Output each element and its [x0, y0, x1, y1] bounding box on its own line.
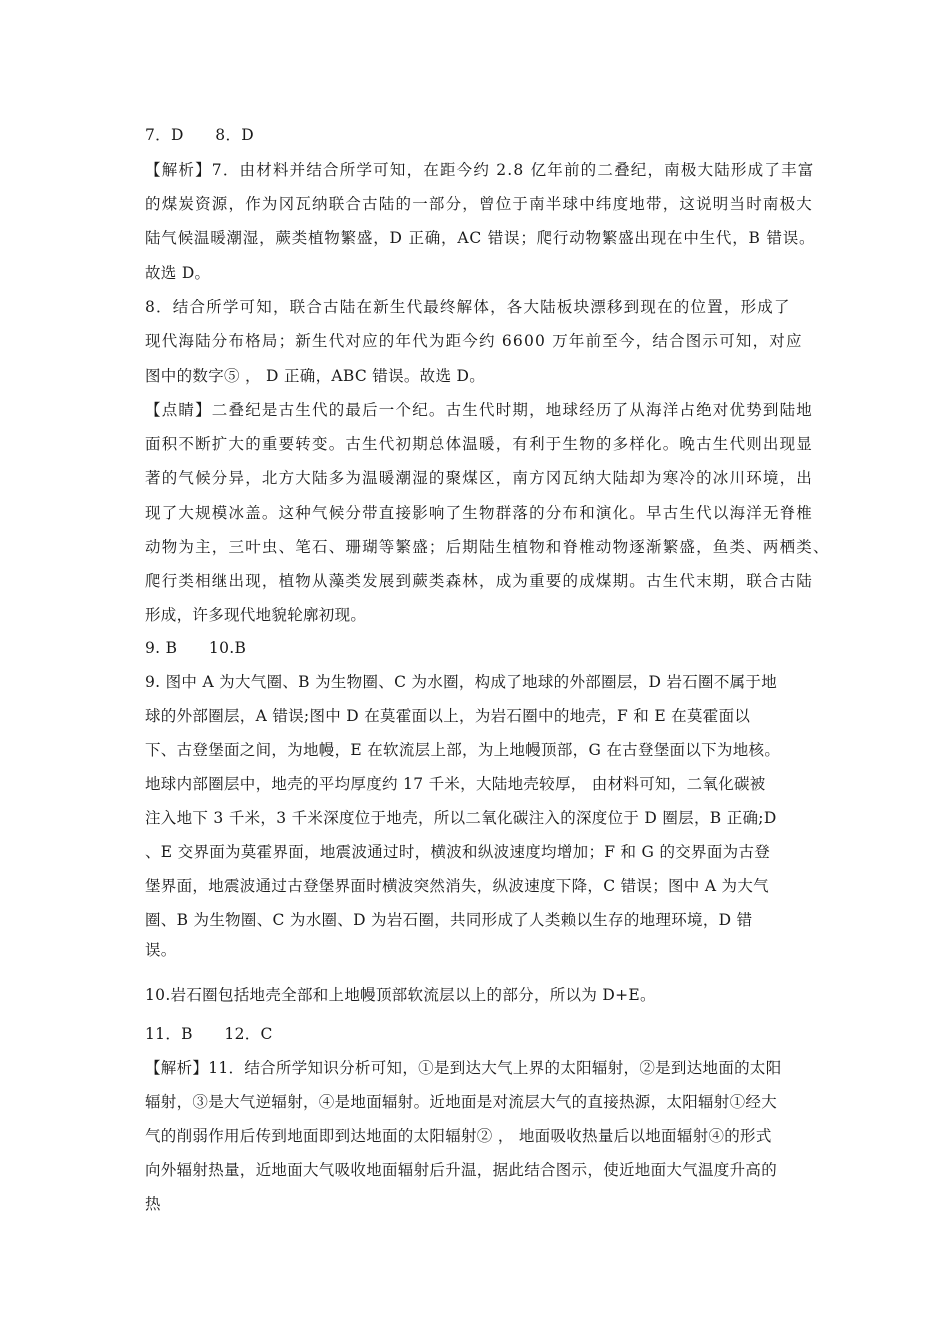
analysis-line: 的煤炭资源，作为冈瓦纳联合古陆的一部分，曾位于南半球中纬度地带，这说明当时南极大 — [145, 195, 814, 213]
analysis-line: 辐射，③是大气逆辐射，④是地面辐射。近地面是对流层大气的直接热源，太阳辐射①经大 — [145, 1093, 778, 1111]
key-point-line: 动物为主，三叶虫、笔石、珊瑚等繁盛；后期陆生植物和脊椎动物逐渐繁盛，鱼类、两栖类、 — [145, 538, 830, 556]
analysis-line: 、E 交界面为莫霍界面，地震波通过时，横波和纵波速度均增加；F 和 G 的交界面为古登 — [145, 843, 771, 861]
answer-line-9-10: 9. B 10.B — [145, 639, 247, 657]
key-point-line: 面积不断扩大的重要转变。古生代初期总体温暖，有利于生物的多样化。晚古生代则出现显 — [145, 435, 814, 453]
analysis-line: 8．结合所学可知，联合古陆在新生代最终解体，各大陆板块漂移到现在的位置，形成了 — [145, 298, 791, 316]
analysis-line: 图中的数字⑤ ， D 正确，ABC 错误。故选 D。 — [145, 367, 486, 385]
analysis-line: 【解析】11．结合所学知识分析可知，①是到达大气上界的太阳辐射，②是到达地面的太阳 — [145, 1059, 782, 1077]
analysis-line: 圈、B 为生物圈、C 为水圈、D 为岩石圈，共同形成了人类赖以生存的地理环境，D 错 — [145, 911, 753, 929]
analysis-line: 向外辐射热量，近地面大气吸收地面辐射后升温，据此结合图示，使近地面大气温度升高的 — [145, 1161, 778, 1179]
analysis-line: 地球内部圈层中，地壳的平均厚度约 17 千米，大陆地壳较厚， 由材料可知，二氧化碳被 — [145, 775, 766, 793]
answer-line-7-8: 7．D 8．D — [145, 126, 254, 144]
analysis-line: 9. 图中 A 为大气圈、B 为生物圈、C 为水圈，构成了地球的外部圈层，D 岩石圈不属于地 — [145, 673, 778, 691]
answer-line-11-12: 11．B 12．C — [145, 1025, 273, 1043]
key-point-line: 形成，许多现代地貌轮廓初现。 — [145, 606, 367, 624]
analysis-line: 球的外部圈层，A 错误;图中 D 在莫霍面以上，为岩石圈中的地壳，F 和 E 在莫霍面以 — [145, 707, 751, 725]
key-point-line: 著的气候分异，北方大陆多为温暖潮湿的聚煤区，南方冈瓦纳大陆却为寒冷的冰川环境，出 — [145, 469, 814, 487]
analysis-line: 误。 — [145, 941, 177, 959]
analysis-line: 热 — [145, 1195, 161, 1213]
analysis-line: 注入地下 3 千米，3 千米深度位于地壳，所以二氧化碳注入的深度位于 D 圈层，B 正确;D — [145, 809, 777, 827]
analysis-line: 现代海陆分布格局；新生代对应的年代为距今约 6600 万年前至今，结合图示可知，对应 — [145, 332, 803, 350]
analysis-line: 堡界面，地震波通过古登堡界面时横波突然消失，纵波速度下降，C 错误；图中 A 为大气 — [145, 877, 769, 895]
key-point-line: 爬行类相继出现，植物从藻类发展到蕨类森林，成为重要的成煤期。古生代末期，联合古陆 — [145, 572, 814, 590]
analysis-line: 陆气候温暖潮湿，蕨类植物繁盛，D 正确，AC 错误；爬行动物繁盛出现在中生代，B 错误。 — [145, 229, 816, 247]
analysis-line: 下、古登堡面之间，为地幔，E 在软流层上部，为上地幔顶部，G 在古登堡面以下为地核。 — [145, 741, 781, 759]
analysis-line-10: 10.岩石圈包括地壳全部和上地幔顶部软流层以上的部分，所以为 D+E。 — [145, 986, 656, 1004]
key-point-line: 现了大规模冰盖。这种气候分带直接影响了生物群落的分布和演化。早古生代以海洋无脊椎 — [145, 504, 814, 522]
analysis-line: 气的削弱作用后传到地面即到达地面的太阳辐射② ， 地面吸收热量后以地面辐射④的形式 — [145, 1127, 772, 1145]
analysis-line: 故选 D。 — [145, 264, 211, 282]
key-point-line: 【点睛】二叠纪是古生代的最后一个纪。古生代时期，地球经历了从海洋占绝对优势到陆地 — [145, 401, 814, 419]
analysis-line: 【解析】7．由材料并结合所学可知，在距今约 2.8 亿年前的二叠纪，南极大陆形成了丰富 — [145, 161, 815, 179]
